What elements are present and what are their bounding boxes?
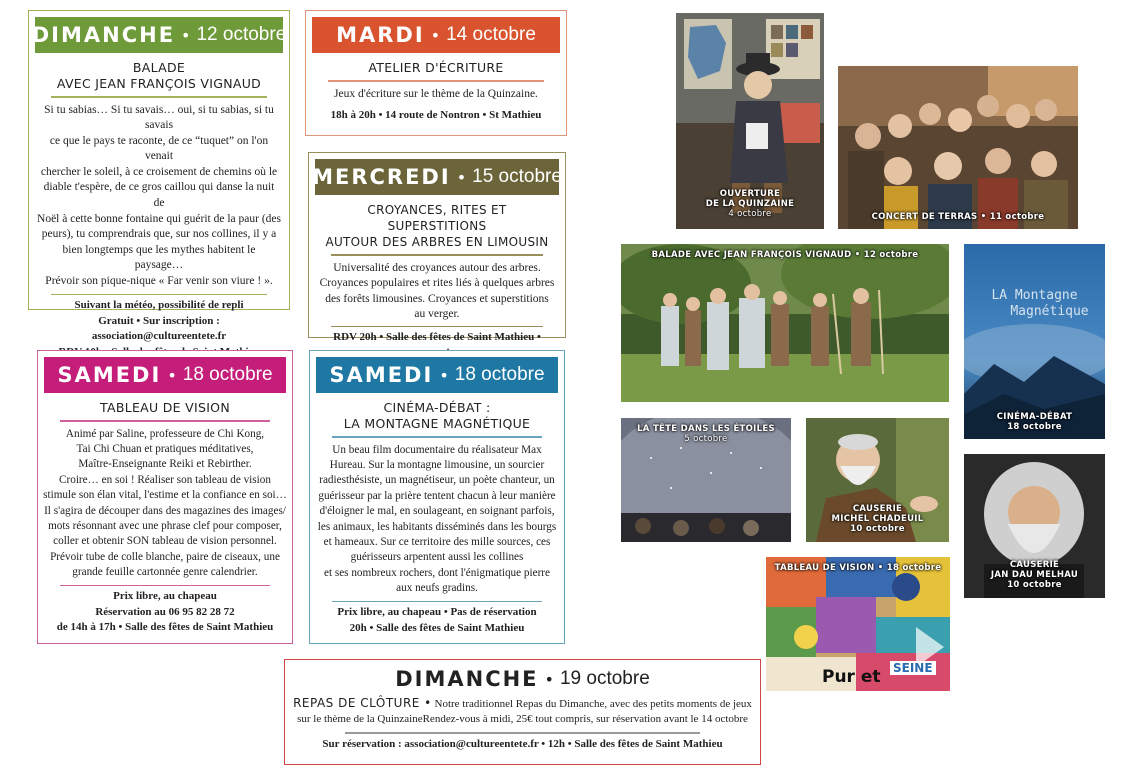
text-line: Prévoir tube de colle blanche, paire de ciseaux, une [50,550,280,563]
text-line: mots résonnant avec une phrase clef pour composer, [48,519,282,532]
photo-caption [964,560,1105,590]
text-line: Universalité des croyances autour des arbres. [333,261,541,274]
caption-line: OUVERTURE [719,189,781,199]
bullet-separator: • [181,25,191,45]
text-line: radiesthésiste, un magnétiseur, un poète chanteur, un [319,474,555,487]
text-line: stimule son élan vital, l'estime et la confiance en soi… [43,489,287,502]
bullet-separator: • [167,365,177,385]
text-line: Prix libre, au chapeau • Pas de réservation [337,606,537,619]
text-line: guérisseur par la prière tentent chacun à leur manière [318,489,556,502]
event-title [319,202,555,254]
text-line: les animaux, les habitants disséminés dans les bourgs [317,520,557,533]
caption-line: MICHEL CHADEUIL [831,514,924,524]
film-poster-image [964,244,1105,439]
text-line: bien longtemps que les mythes habitent le paysage… [62,243,256,272]
poster-title-line: Magnétique [1010,304,1089,319]
caption-line: 10 octobre [1007,580,1062,590]
photo-caption [621,250,949,260]
caption-line: 5 octobre [684,434,728,444]
text-line: 18h à 20h • 14 route de Nontron • St Mathieu [330,109,542,122]
photo-caption [964,412,1105,432]
event-card-atelier [305,10,567,136]
title-line: AUTOUR DES ARBRES EN LIMOUSIN [325,235,549,249]
event-title [39,60,279,96]
divider [331,254,543,256]
caption-line: CAUSERIE [852,504,903,514]
photo-caption [676,189,824,219]
text-line: Suivant la météo, possibilité de repli [74,299,244,312]
text-line: diable t'espère, de ce gros caillou qui danse la nuit de [43,181,275,210]
title-line: TABLEAU DE VISION [100,400,230,415]
event-title [48,400,282,420]
caption-line: LA TÊTE DANS LES ÉTOILES [637,424,775,434]
title-line: AVEC JEAN FRANÇOIS VIGNAUD [56,76,262,91]
caption-line: DE LA QUINZAINE [705,199,795,209]
text-line: de 14h à 17h • Salle des fêtes de Saint Mathieu [56,621,274,634]
text-line: Croyances populaires et rites liés à quelques arbres [319,277,555,290]
day-banner [31,17,287,53]
event-description [42,427,288,581]
group-photo-image [838,66,1078,229]
text-line: 20h • Salle des fêtes de Saint Mathieu [349,621,525,634]
event-card-croyances [308,152,566,344]
event-title [320,400,554,436]
photo-caption [621,424,791,444]
day-label: SAMEDI [57,363,162,387]
event-description [314,87,558,103]
text-line: Jeux d'écriture sur le thème de la Quinzaine. [334,87,538,100]
divider [51,294,267,296]
day-banner [312,159,562,195]
title-line: CINÉMA-DÉBAT : [383,400,491,415]
text-line: Croire… en soi ! Réaliser son tableau de vision [59,473,271,486]
divider [328,80,544,82]
text-line: Animé par Saline, professeure de Chi Kong, [65,427,265,440]
event-description [37,103,281,290]
divider [332,436,542,438]
text-line [293,696,752,712]
event-card-balade [28,10,290,343]
text-line: Maître-Enseignante Reiki et Rebirther. [78,458,252,471]
photo-balade [621,244,949,402]
phone-text: Réservation au 06 95 82 28 72 [95,605,235,618]
event-description [314,443,560,597]
text-line: aux neufs gradins. [396,582,478,595]
title-line: ATELIER D'ÉCRITURE [368,60,504,75]
email-text: association@cultureentete.fr [91,330,227,343]
collage-word: Pur et [822,667,881,687]
collage-word: SEINE [893,661,933,675]
divider [331,326,543,328]
day-label: MERCREDI [312,165,451,189]
date-label: 14 octobre [446,24,536,45]
day-banner [291,662,754,696]
text-line: sur le thème de la QuinzaineRendez-vous à midi, 25€ tout compris, sur réservation avant le 14 octobre [297,713,748,725]
text-segment: Notre traditionnel Repas du Dimanche, avec des petits moments de jeux [434,698,752,710]
text-line: Hureau. Sur la montagne limousine, un sourcier [329,458,545,471]
text-line: coller et obtenir SON tableau de vision personnel. [53,535,277,548]
divider [60,420,270,422]
date-label: 12 octobre [196,24,287,45]
text-line: et ses nombreux rochers, dont l'énigmatique pierre [323,566,550,579]
text-line: Sur réservation : association@cultureentete.fr • 12h • Salle des fêtes de Saint Mathieu [322,737,723,750]
text-line: Si tu sabias… Si tu savais… oui, si tu sabias, si tu savais [44,103,274,132]
date-label: 15 octobre [472,166,562,187]
caption-line: CONCERT DE TERRAS • 11 octobre [871,212,1045,222]
event-practical-info [314,108,558,124]
caption-line: 18 octobre [1007,422,1062,432]
walk-photo-image [621,244,949,402]
photo-caption [806,504,949,534]
day-banner [316,357,558,393]
collage-text [890,661,936,675]
text-line: Prix libre, au chapeau [113,590,217,603]
event-practical-info [46,589,284,636]
date-label: 18 octobre [454,364,545,385]
text-line: Prévoir son pique-nique « Far venir son viure ! ». [45,275,273,288]
caption-line: CINÉMA-DÉBAT [996,412,1073,422]
poster-title-line: LA Montagne [991,288,1078,303]
photo-ouverture [676,13,824,229]
caption-line: JAN DAU MELHAU [990,570,1079,580]
photo-caption [838,212,1078,222]
collage-text [822,667,881,687]
text-line: RDV 20h • Salle des fêtes de Saint Mathieu • [333,331,541,344]
title-line: BALADE [132,60,186,75]
event-description [317,261,557,323]
bullet-separator: • [439,365,449,385]
day-banner [44,357,286,393]
photo-tete-etoiles [621,418,791,542]
text-line: guérisseurs arpentent aussi les collines [350,551,524,564]
day-label: DIMANCHE [395,667,539,691]
text-line: Un beau film documentaire du réalisateur Max [332,443,542,456]
text-line: grande feuille cartonnée genre calendrier. [72,566,258,579]
event-practical-info [318,605,556,636]
text-line: Tai Chi Chuan et pratiques méditatives, [76,442,254,455]
text-line: ce que le pays te raconte, de ce “tuquet” on l'on venait [49,134,269,163]
poster-title [964,288,1105,320]
text-line: Gratuit • Sur inscription : [98,314,220,327]
date-label: 18 octobre [182,364,273,385]
photo-tableau-vision [766,557,950,691]
event-title [316,60,556,80]
caption-line: 4 octobre [728,209,772,219]
day-label: DIMANCHE [31,23,176,47]
title-line: LA MONTAGNE MAGNÉTIQUE [343,416,531,431]
event-title: REPAS DE CLÔTURE • [293,696,432,710]
text-line: et hameaux. Sur ce territoire des mille sources, ces [323,535,551,548]
day-label: MARDI [336,23,425,47]
text-line: Il s'agira de découper dans des magazines des images/ [44,504,286,517]
caption-line: TABLEAU DE VISION • 18 octobre [774,563,942,573]
bullet-separator: • [456,167,467,187]
poster-montagne-magnetique [964,244,1105,439]
divider [60,585,270,587]
text-line: au verger. [414,308,460,321]
divider [332,601,542,603]
text-line: d'éloigner le mal, en soulageant, en soignant parfois, [319,505,555,518]
divider [345,732,700,734]
divider [51,96,267,98]
event-card-cinema-debat [309,350,565,644]
title-line: CROYANCES, RITES ET SUPERSTITIONS [367,203,507,233]
day-banner [312,17,560,53]
event-card-repas-cloture [284,659,761,765]
caption-line: 10 octobre [850,524,905,534]
event-description [293,696,752,727]
photo-jan-dau-melhau [964,454,1105,598]
text-line: des forêts limousines. Croyances et superstitions [325,292,549,305]
caption-line: BALADE AVEC JEAN FRANÇOIS VIGNAUD • 12 octobre [651,250,919,260]
caption-line: CAUSERIE [1009,560,1060,570]
event-card-tableau-vision [37,350,293,644]
text-line: peurs), tu comprendrais que, sur nos collines, il y a [41,228,277,241]
event-practical-info [293,737,752,753]
day-label: SAMEDI [329,363,434,387]
bullet-separator: • [544,669,554,689]
bullet-separator: • [430,25,441,45]
text-line: chercher le soleil, à ce croisement de chemins où le [40,165,278,178]
text-line: Noël à cette bonne fontaine qui guérit de la paur (des [37,212,281,225]
photo-concert-terras [838,66,1078,229]
photo-caption [766,563,950,573]
photo-michel-chadeuil [806,418,949,542]
date-label: 19 octobre [559,668,650,689]
